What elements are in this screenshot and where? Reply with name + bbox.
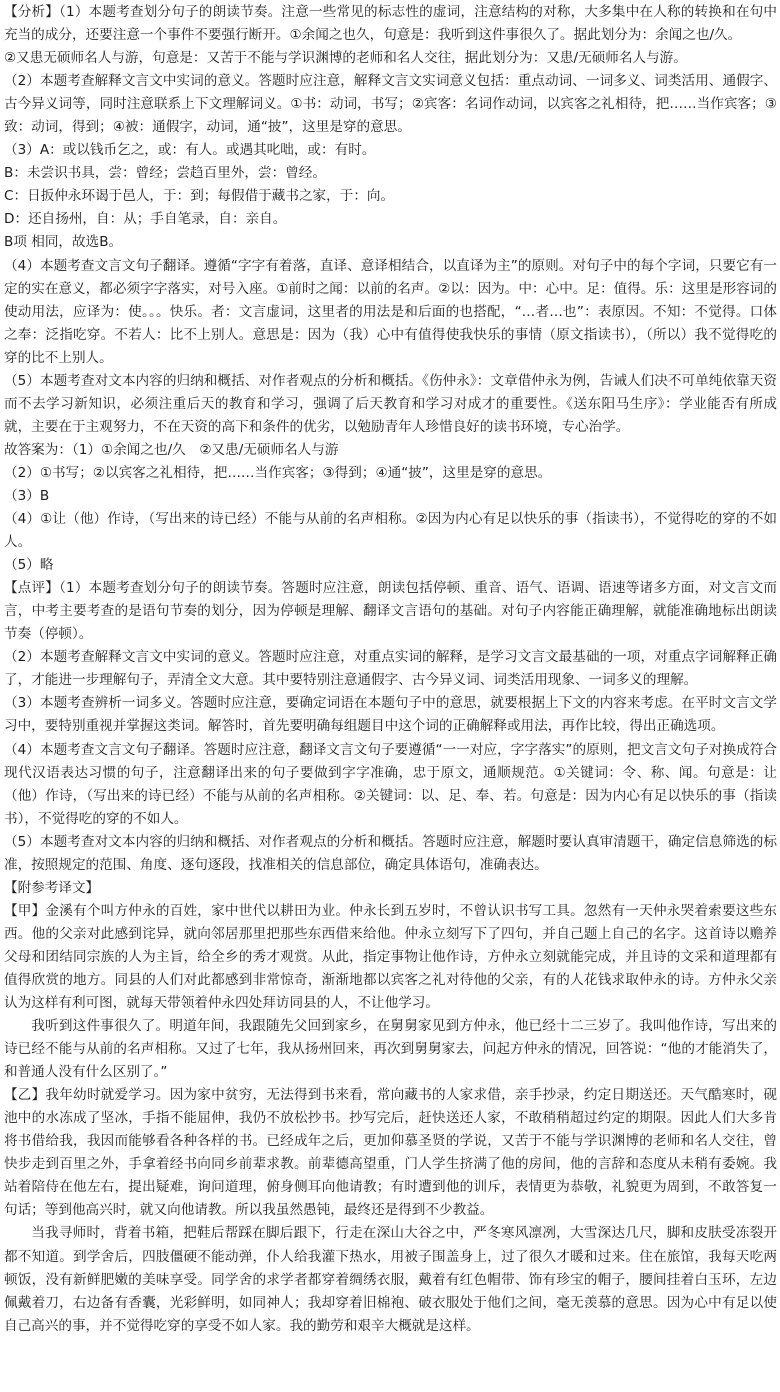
translation-jia-paragraph-1: 【甲】金溪有个叫方仲永的百姓，家中世代以耕田为业。仲永长到五岁时，不曾认识书写工具。忽然有一天仲永哭着索要这些东西。他的父亲对此感到诧异，就向邻居那里把那些东西借来给他。仲永立刻写下了四句，并自己题上自己的名字。这首诗以赡养父母和团结同宗族的人为主旨，给全乡的秀才观赏。从此，指定事物让他作诗，方仲永立刻就能完成，并且诗的文采和道理都有值得欣赏的地方。同县的人们对此都感到非常惊奇，渐渐地都以宾客之礼对待他的父亲，有的人花钱求取仲永的诗。方仲永父亲认为这样有利可图，就每天带领着仲永四处拜访同县的人，不让他学习。 xyxy=(4,902,777,1012)
comment-q2: （2）本题考查解释文言文中实词的意义。答题时应注意，对重点实词的解释，是学习文言文最基础的一项，对重点字词解释正确了，才能进一步理解句子，弄清全文大意。其中要特别注意通假字、古今异义词、词类活用现象、一词多义的理解。 xyxy=(4,649,777,689)
comment-q5: （5）本题考查对文本内容的归纳和概括、对作者观点的分析和概括。答题时应注意，解题时要认真审清题干，确定信息筛选的标准，按照规定的范围、角度、逐句逐段，找准相关的信息部位，确定具体语句，准确表达。 xyxy=(4,833,777,873)
analysis-q4: （4）本题考查文言文句子翻译。遵循“字字有着落，直译、意译相结合，以直译为主”的原则。对句子中的每个字词，只要它有一定的实在意义，都必须字字落实，对号入座。①前时之闻：以前的名声。②以：因为。中：心中。足：值得。乐：这里是形容词的使动用法，应译为：使。。。快乐。者：文言虚词，这里者的用法是和后面的也搭配，“…者…也”：表原因。不知：不觉得。口体之奉：泛指吃穿。不若人：比不上别人。意思是：因为（我）心中有值得使我快乐的事情（原文指读书），（所以）我不觉得吃的穿的比不上别人。 xyxy=(4,257,777,366)
answer-q1: 故答案为：（1）①余闻之也/久 ②又患/无硕师名人与游 xyxy=(4,441,339,458)
comment-q4: （4）本题考查文言文句子翻译。答题时应注意，翻译文言文句子要遵循“一一对应，字字落实”的原则，把文言文句子对换成符合现代汉语表达习惯的句子，注意翻译出来的句子要做到字字准确，忠于原文，通顺规范。①关键词：令、称、闻。句意是：让（他）作诗，（写出来的诗已经）不能与从前的名声相称。②关键词：以、足、奉、若。句意是：因为内心有足以快乐的事（指读书），不觉得吃的穿的不如人。 xyxy=(4,741,777,827)
comment-q3: （3）本题考查辨析一词多义。答题时应注意，要确定词语在本题句子中的意思，就要根据上下文的内容来考虑。在平时文言文学习中，要特别重视并掌握这类词。解答时，首先要明确每组题目中这个词的正确解释或用法，再作比较，得出正确选项。 xyxy=(4,695,777,735)
analysis-q2: （2）本题考查解释文言文中实词的意义。答题时应注意，解释文言文实词意义包括：重点动词、一词多义、词类活用、通假字、古今异义词等，同时注意联系上下文理解词义。①书：动词，书写；②宾客：名词作动词，以宾客之礼相待，把……当作宾客；③致：动词，得到；④被：通假字，动词，通“披”，这里是穿的意思。 xyxy=(4,73,777,136)
translation-heading: 【附参考译文】 xyxy=(4,879,100,896)
answer-q2: （2）①书写；②以宾客之礼相待，把……当作宾客；③得到；④通“披”，这里是穿的意思。 xyxy=(4,464,552,481)
analysis-q3-option-b: B：未尝识书具，尝：曾经；尝趋百里外，尝：曾经。 xyxy=(4,165,326,182)
analysis-q1-part2: ②又患无硕师名人与游，句意是：又苦于不能与学识渊博的老师和名人交往，据此划分为：又患/无硕师名人与游。 xyxy=(4,50,687,67)
translation-jia-paragraph-2: 我听到这件事很久了。明道年间，我跟随先父回到家乡，在舅舅家见到方仲永，他已经十二三岁了。我叫他作诗，写出来的诗已经不能与从前的名声相称。又过了七年，我从扬州回来，再次到舅舅家去，问起方仲永的情况，回答说：“他的才能消失了，和普通人没有什么区别了。” xyxy=(4,1018,777,1081)
analysis-q3-option-a: （3）A：或以钱币乞之，或：有人。或遇其叱咄，或：有时。 xyxy=(4,142,376,159)
comment-q1: 【点评】（1）本题考查划分句子的朗读节奏。答题时应注意，朗读包括停顿、重音、语气、语调、语速等诸多方面，对文言文而言，中考主要考查的是语句节奏的划分，因为停顿是理解、翻译文言语句的基础。对句子内容能正确理解，就能准确地标出朗读节奏（停顿）。 xyxy=(4,580,777,643)
analysis-q3-option-c: C：日扳仲永环谒于邑人，于：到；每假借于藏书之家，于：向。 xyxy=(4,188,395,205)
analysis-q3-conclusion: B项 相同，故选B。 xyxy=(4,234,123,251)
answer-q4: （4）①让（他）作诗，（写出来的诗已经）不能与从前的名声相称。②因为内心有足以快乐的事（指读书），不觉得吃的穿的不如人。 xyxy=(4,511,777,551)
answer-q3: （3）B xyxy=(4,487,50,504)
translation-yi-paragraph-2: 当我寻师时，背着书箱，把鞋后帮踩在脚后跟下，行走在深山大谷之中，严冬寒风凛冽，大雪深达几尺，脚和皮肤受冻裂开都不知道。到学舍后，四肢僵硬不能动弹，仆人给我灌下热水，用被子围盖身上，过了很久才暖和过来。住在旅馆，我每天吃两顿饭，没有新鲜肥嫩的美味享受。同学舍的求学者都穿着绸绣衣服，戴着有红色帽带、饰有珍宝的帽子，腰间挂着白玉环，左边佩戴着刀，右边备有香囊，光彩鲜明，如同神人；我却穿着旧棉袍、破衣服处于他们之间，毫无羡慕的意思。因为心中有足以使自己高兴的事，并不觉得吃穿的享受不如人家。我的勤劳和艰辛大概就是这样。 xyxy=(4,1225,777,1334)
translation-yi-paragraph-1: 【乙】我年幼时就爱学习。因为家中贫穷，无法得到书来看，常向藏书的人家求借，亲手抄录，约定日期送还。天气酷寒时，砚池中的水冻成了坚冰，手指不能屈伸，我仍不放松抄书。抄写完后，赶快送还人家，不敢稍稍超过约定的期限。因此人们大多肯将书借给我，我因而能够看各种各样的书。已经成年之后，更加仰慕圣贤的学说，又苦于不能与学识渊博的老师和名人交往，曾快步走到百里之外，手拿着经书向同乡前辈求教。前辈德高望重，门人学生挤满了他的房间，他的言辞和态度从未稍有委婉。我站着陪侍在他左右，提出疑难，询问道理，俯身侧耳向他请教；有时遭到他的训斥，表情更为恭敬，礼貌更为周到，不敢答复一句话；等到他高兴时，就又向他请教。所以我虽然愚钝，最终还是得到不少教益。 xyxy=(4,1087,777,1219)
analysis-q1: 【分析】（1）本题考查划分句子的朗读节奏。注意一些常见的标志性的虚词，注意结构的对称，大多集中在人称的转换和在句中充当的成分，还要注意一个事件不要强行断开。①余闻之也久，句意是：我听到这件事很久了。据此划分为：余闻之也/久。 xyxy=(4,4,777,44)
analysis-q3-option-d: D：还自扬州，自：从；手自笔录，自：亲自。 xyxy=(4,211,287,228)
analysis-q5: （5）本题考查对文本内容的归纳和概括、对作者观点的分析和概括。《伤仲永》：文章借仲永为例，告诫人们决不可单纯依靠天资而不去学习新知识，必须注重后天的教育和学习，强调了后天教育和学习对成才的重要性。《送东阳马生序》：学业能否有所成就，主要在于主观努力，不在天资的高下和条件的优劣，以勉励青年人珍惜良好的读书环境，专心治学。 xyxy=(4,372,777,435)
answer-q5: （5）略 xyxy=(4,557,54,574)
